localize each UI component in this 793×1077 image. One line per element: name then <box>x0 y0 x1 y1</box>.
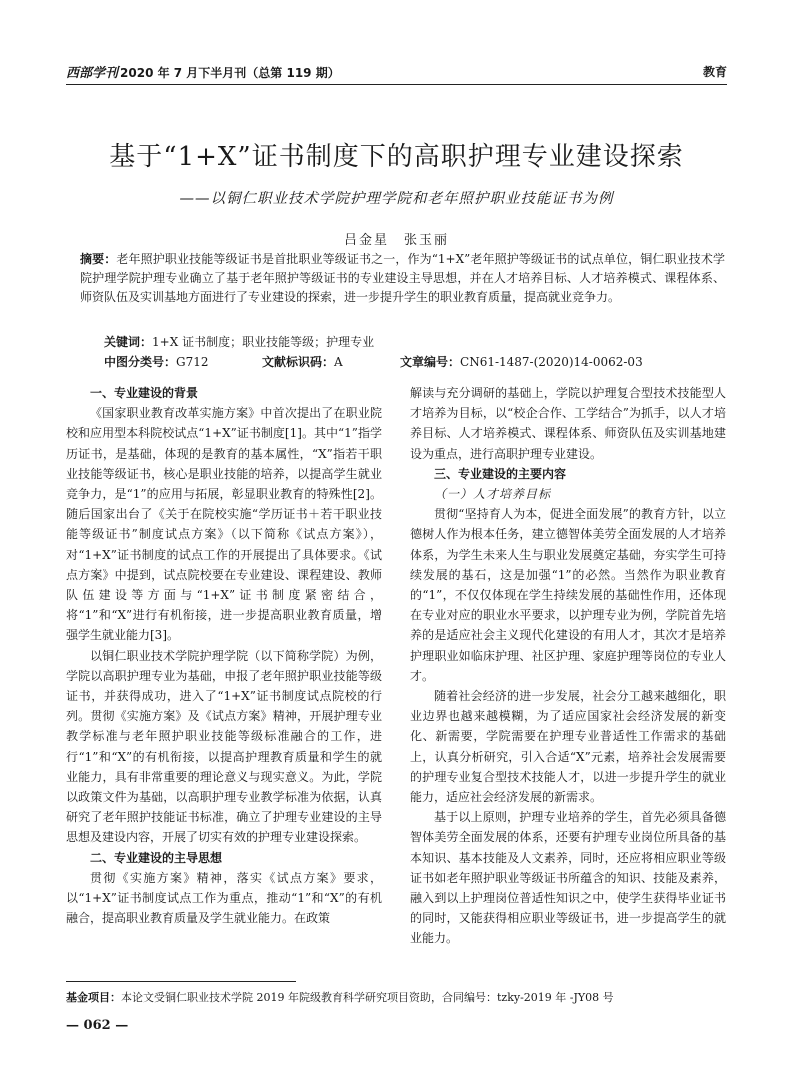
journal-info <box>66 62 340 81</box>
body-paragraph: 贯彻《实施方案》精神，落实《试点方案》要求，以“1+X”证书制度试点工作为重点，推动“1”和“X”的有机融合，提高职业教育质量及学生就业能力。在政策 <box>66 870 382 926</box>
footnote <box>66 990 726 1006</box>
abstract-text: 老年照护职业技能等级证书是首批职业等级证书之一，作为“1+X”老年照护等级证书的试点单位，铜仁职业技术学院护理学院护理专业确立了基于老年照护等级证书的专业建设主导思想，并在人才培养目标、人才培养模式、课程体系、师资队伍及实训基地方面进行了专业建设的探索，进一步提升学生的职业教育质量，提高就业竞争力。 <box>80 252 725 304</box>
section-tag: 教育 <box>702 65 727 79</box>
paper-title: 基于“1+X”证书制度下的高职护理专业建设探索 <box>109 142 684 172</box>
body-paragraph: 随着社会经济的进一步发展，社会分工越来越细化，职业边界也越来越模糊，为了适应国家社会经济发展的新变化、新需要，学院需要在护理专业普适性工作需求的基础上，认真分析研究，引入合适“X”元素，培养社会发展需要的护理专业复合型技术技能人才，以进一步提升学生的就业能力，适应社会经济发展的新需求。 <box>410 689 726 805</box>
page-number: — 062 — <box>66 1018 129 1033</box>
body-paragraph: 基于以上原则，护理专业培养的学生，首先必须具备德智体美劳全面发展的体系，还要有护理专业岗位所具备的基本知识、基本技能及人文素养，同时，还应将相应职业等级证书如老年照护职业等级证书所蕴含的知识、技能及素养，融入到以上护理岗位普适性知识之中，使学生获得毕业证书的同时，又能获得相应职业等级证书，进一步提高学生的就业能力。 <box>410 810 726 946</box>
body-paragraph: 《国家职业教育改革实施方案》中首次提出了在职业院校和应用型本科院校试点“1+X”证书制度[1]。其中“1”指学历证书，是基础，体现的是教育的基本属性，“X”指若干职业技能等级证书，核心是职业技能的培养，以提高学生就业竞争力，是“1”的应用与拓展，彰显职业教育的特殊性[2]。随后国家出台了《关于在院校实施“学历证书＋若干职业技能等级证书”制度试点方案》（以下简称《试点方案》），对“1+X”证书制度的试点工作的开展提出了具体要求。《试点方案》中提到，试点院校要在专业建设、课程建设、教师队伍建设等方面与“1+X”证书制度紧密结合，将“1”和“X”进行有机衔接，进一步提高职业教育质量，增强学生就业能力[3]。 <box>66 406 382 643</box>
footnote-text: 本论文受铜仁职业技术学院 2019 年院级教育科学研究项目资助，合同编号：tzky-2019 年 -JY08 号 <box>121 991 614 1004</box>
article-number <box>400 353 643 372</box>
footnote-label: 基金项目： <box>66 991 121 1004</box>
keywords-text: 1+X 证书制度；职业技能等级；护理专业 <box>152 335 375 349</box>
clc-number <box>104 353 209 372</box>
running-header <box>66 60 727 82</box>
body-column-left <box>66 383 382 928</box>
journal-logo: 西部学刊 <box>66 66 119 81</box>
body-paragraph: 解读与充分调研的基础上，学院以护理复合型技术技能型人才培养为目标，以“校企合作、工学结合”为抓手，以人才培养目标、人才培养模式、课程体系、师资队伍及实训基地建设为重点，进行高职护理专业建设。 <box>410 386 726 461</box>
doc-label: 文献标识码： <box>262 355 335 369</box>
abstract <box>80 250 725 307</box>
journal-issue: 2020 年 7 月下半月刊（总第 119 期） <box>120 66 340 80</box>
keywords <box>104 333 724 352</box>
body-paragraph: 贯彻“坚持育人为本，促进全面发展”的教育方针，以立德树人作为根本任务，建立德智体美劳全面发展的人才培养体系，为学生未来人生与职业发展奠定基础，夯实学生可持续发展的基石，这是加强“1”的必然。当然作为职业教育的“1”，不仅仅体现在学生持续发展的基础性作用，还体现在专业对应的职业水平要求，以护理专业为例，学院首先培养的是适应社会主义现代化建设的有用人才，其次才是培养护理职业如临床护理、社区护理、家庭护理等岗位的专业人才。 <box>410 507 726 683</box>
section-heading: 三、专业建设的主要内容 <box>434 466 567 481</box>
subsection-heading: （一）人才培养目标 <box>434 487 552 502</box>
header-rule <box>66 84 727 85</box>
paper-subtitle: ——以铜仁职业技术学院护理学院和老年照护职业技能证书为例 <box>179 191 614 207</box>
authors: 吕金星 张玉丽 <box>343 233 449 248</box>
body-column-right <box>410 383 726 949</box>
clc-value: G712 <box>176 355 209 369</box>
article-value: CN61-1487-(2020)14-0062-03 <box>460 355 643 369</box>
section-heading: 二、专业建设的主导思想 <box>90 850 223 865</box>
doc-value: A <box>334 355 343 369</box>
article-label: 文章编号： <box>400 355 461 369</box>
section-heading: 一、专业建设的背景 <box>90 386 199 400</box>
abstract-label: 摘要： <box>80 252 117 266</box>
footnote-rule <box>66 981 296 982</box>
keywords-label: 关键词： <box>104 335 153 349</box>
body-paragraph: 以铜仁职业技术学院护理学院（以下简称学院）为例，学院以高职护理专业为基础，申报了老年照护职业技能等级证书，并获得成功，进入了“1+X”证书制度试点院校的行列。贯彻《实施方案》及《试点方案》精神，开展护理专业教学标准与老年照护职业技能等级标准融合的工作，进行“1”和“X”的有机衔接，以提高护理教育质量和学生的就业能力，具有非常重要的理论意义与现实意义。为此，学院以政策文件为基础，以高职护理专业教学标准为依据，认真研究了老年照护技能证书标准，确立了护理专业建设的主导思想及建设内容，开展了切实有效的护理专业建设探索。 <box>66 648 382 845</box>
document-code <box>262 353 343 372</box>
clc-label: 中图分类号： <box>104 355 177 369</box>
